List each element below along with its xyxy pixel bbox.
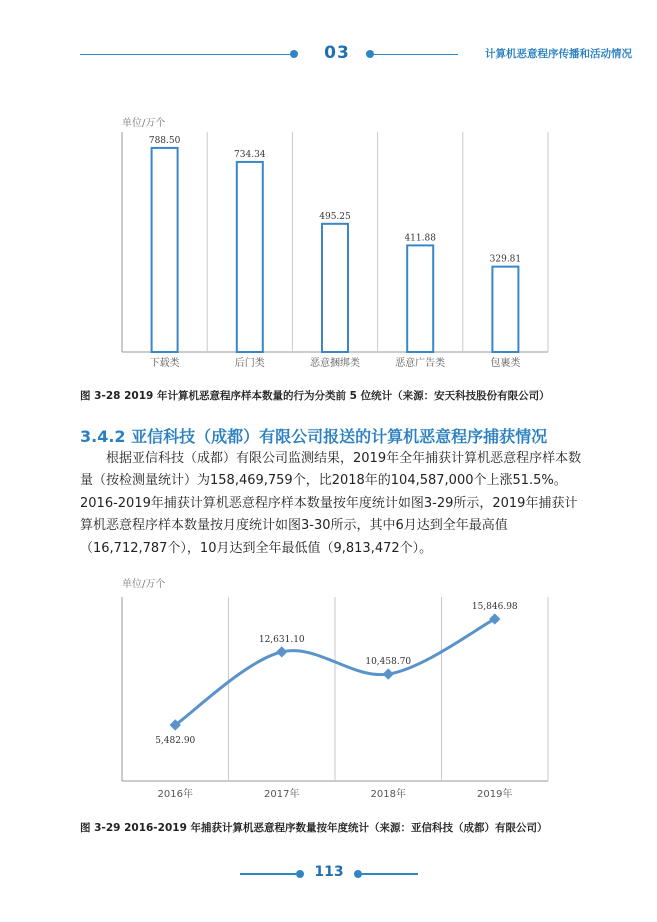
x-tick-label: 2018年	[370, 789, 406, 800]
bar-value-label: 788.50	[148, 135, 181, 146]
bar-value-label: 411.88	[404, 233, 436, 244]
x-tick-label: 恶意广告类	[395, 358, 446, 369]
bar	[322, 224, 348, 352]
x-tick-label: 2019年	[477, 789, 513, 800]
bar-value-label: 495.25	[319, 211, 351, 222]
line-chart-svg	[80, 575, 580, 805]
footer-rule-right	[362, 873, 418, 875]
bar-value-label: 734.34	[234, 149, 266, 160]
point-value-label: 12,631.10	[258, 634, 305, 645]
line-chart	[80, 575, 580, 805]
header-rule-left	[80, 54, 290, 55]
header-rule-right	[374, 54, 458, 55]
y-unit-label: 单位/万个	[122, 118, 166, 129]
page-number: 113	[314, 864, 344, 880]
x-tick-label: 下载类	[149, 358, 180, 369]
point-value-label: 5,482.90	[155, 735, 196, 746]
section-title: 3.4.2 亚信科技（成都）有限公司报送的计算机恶意程序捕获情况	[80, 427, 548, 446]
bar	[237, 162, 263, 352]
footer-dot-right	[354, 870, 362, 878]
paragraph-text: 根据亚信科技（成都）有限公司监测结果，2019年全年捕获计算机恶意程序样本数量（按检测量统计）为158,469,759个，比2018年的104,587,000个上涨51.5%。2016-2019年捕获计算机恶意程序样本数量按年度统计如图3-29所示，2019年捕获计算机恶意程序样本数量按月度统计如图3-30所示，其中6月达到全年最高值（16,712,787个），10月达到全年最低值（9,813,472个）。	[80, 451, 582, 556]
figure-caption-3-29: 图 3-29 2016-2019 年捕获计算机恶意程序数量按年度统计（来源：亚信科技（成都）有限公司）	[80, 822, 548, 834]
chapter-title: 计算机恶意程序传播和活动情况	[485, 48, 632, 60]
data-point-marker	[276, 646, 287, 657]
header-dot-right	[366, 50, 374, 58]
header-dot-left	[290, 50, 298, 58]
data-point-marker	[383, 668, 394, 679]
footer-rule-left	[240, 873, 296, 875]
bar	[152, 148, 178, 352]
footer-dot-left	[296, 870, 304, 878]
y-unit-label: 单位/万个	[122, 579, 166, 590]
body-paragraph	[80, 448, 590, 560]
point-value-label: 10,458.70	[365, 657, 412, 668]
x-tick-label: 2016年	[157, 789, 193, 800]
bar	[492, 267, 518, 352]
chapter-number: 03	[324, 43, 350, 63]
x-tick-label: 包裹类	[490, 358, 521, 369]
bar-value-label: 329.81	[489, 254, 522, 265]
bar	[407, 245, 433, 352]
figure-caption-3-28: 图 3-28 2019 年计算机恶意程序样本数量的行为分类前 5 位统计（来源：安天科技股份有限公司）	[80, 390, 550, 402]
x-tick-label: 恶意捆绑类	[310, 358, 360, 369]
x-tick-label: 2017年	[264, 789, 300, 800]
x-tick-label: 后门类	[234, 358, 265, 369]
point-value-label: 15,846.98	[471, 602, 518, 613]
bar-chart	[80, 110, 580, 380]
bar-chart-svg	[80, 110, 580, 380]
